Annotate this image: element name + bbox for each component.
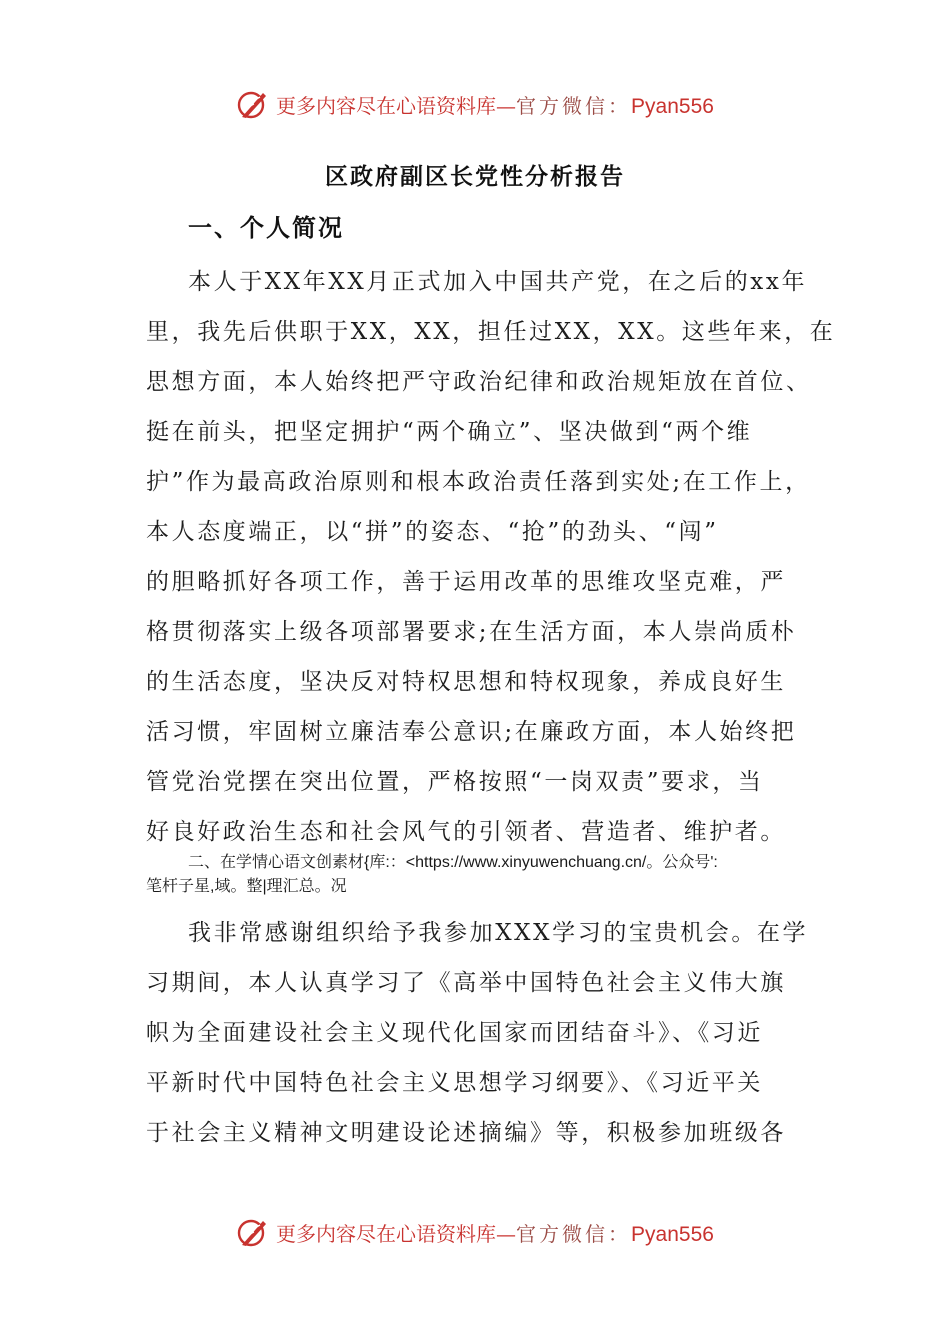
banner-dash: —: [496, 1221, 517, 1246]
quill-logo-icon: [236, 1215, 270, 1249]
header-banner: [0, 84, 950, 124]
document-title: 区政府副区长党性分析报告: [325, 163, 625, 190]
banner-promo-text: 更多内容尽在心语资料库: [276, 93, 497, 118]
section2-heading-line: 二、在学情心语文创素材{库:：<https://www.xinyuwenchuang.cn/。公众号':: [188, 854, 718, 871]
paragraph-line: 的胆略抓好各项工作，善于运用改革的思维攻坚克难，严: [146, 569, 786, 595]
paragraph-line: 的生活态度，坚决反对特权思想和特权现象，养成良好生: [146, 669, 786, 695]
paragraph-line: 平新时代中国特色社会主义思想学习纲要》、《习近平关: [146, 1070, 763, 1096]
banner-promo: [276, 90, 714, 119]
section1-heading: 一、个人简况: [188, 213, 344, 242]
paragraph-line: 我非常感谢组织给予我参加XXX学习的宝贵机会。在学: [188, 920, 809, 946]
footer-banner: [0, 1212, 950, 1252]
paragraph-line: 本人于XX年XX月正式加入中国共产党，在之后的xx年: [188, 269, 808, 295]
paragraph-line: 好良好政治生态和社会风气的引领者、营造者、维护者。: [146, 819, 786, 845]
paragraph-line: 思想方面，本人始终把严守政治纪律和政治规矩放在首位、: [146, 369, 812, 395]
section2-heading: [146, 851, 826, 899]
paragraph-line: 本人态度端正，以“拼”的姿态、“抢”的劲头、“闯”: [146, 519, 719, 545]
section1-paragraph: [146, 257, 836, 857]
banner-official-label: 官方微信：: [516, 93, 632, 118]
paragraph-line: 护”作为最高政治原则和根本政治责任落到实处;在工作上，: [146, 469, 811, 495]
banner-dash: —: [496, 93, 517, 118]
banner-promo: [276, 1218, 714, 1247]
section2-paragraph: [146, 908, 816, 1158]
paragraph-line: 帜为全面建设社会主义现代化国家而团结奋斗》、《习近: [146, 1020, 763, 1046]
banner-official-label: 官方微信：: [516, 1221, 632, 1246]
paragraph-line: 挺在前头，把坚定拥护“两个确立”、坚决做到“两个维: [146, 419, 753, 445]
quill-logo-icon: [236, 87, 270, 121]
paragraph-line: 格贯彻落实上级各项部署要求;在生活方面，本人崇尚质朴: [146, 619, 797, 645]
paragraph-line: 于社会主义精神文明建设论述摘编》等，积极参加班级各: [146, 1120, 786, 1146]
banner-wechat-id: Pyan556: [631, 94, 714, 118]
paragraph-line: 习期间，本人认真学习了《高举中国特色社会主义伟大旗: [146, 970, 786, 996]
paragraph-line: 活习惯，牢固树立廉洁奉公意识;在廉政方面，本人始终把: [146, 719, 797, 745]
banner-wechat-id: Pyan556: [631, 1222, 714, 1246]
paragraph-line: 管党治党摆在突出位置，严格按照“一岗双责”要求，当: [146, 769, 764, 795]
section2-heading-line: 笔杆子星,域。整|理汇总。况: [146, 878, 347, 895]
paragraph-line: 里，我先后供职于XX，XX，担任过XX，XX。这些年来，在: [146, 319, 836, 345]
banner-promo-text: 更多内容尽在心语资料库: [276, 1221, 497, 1246]
